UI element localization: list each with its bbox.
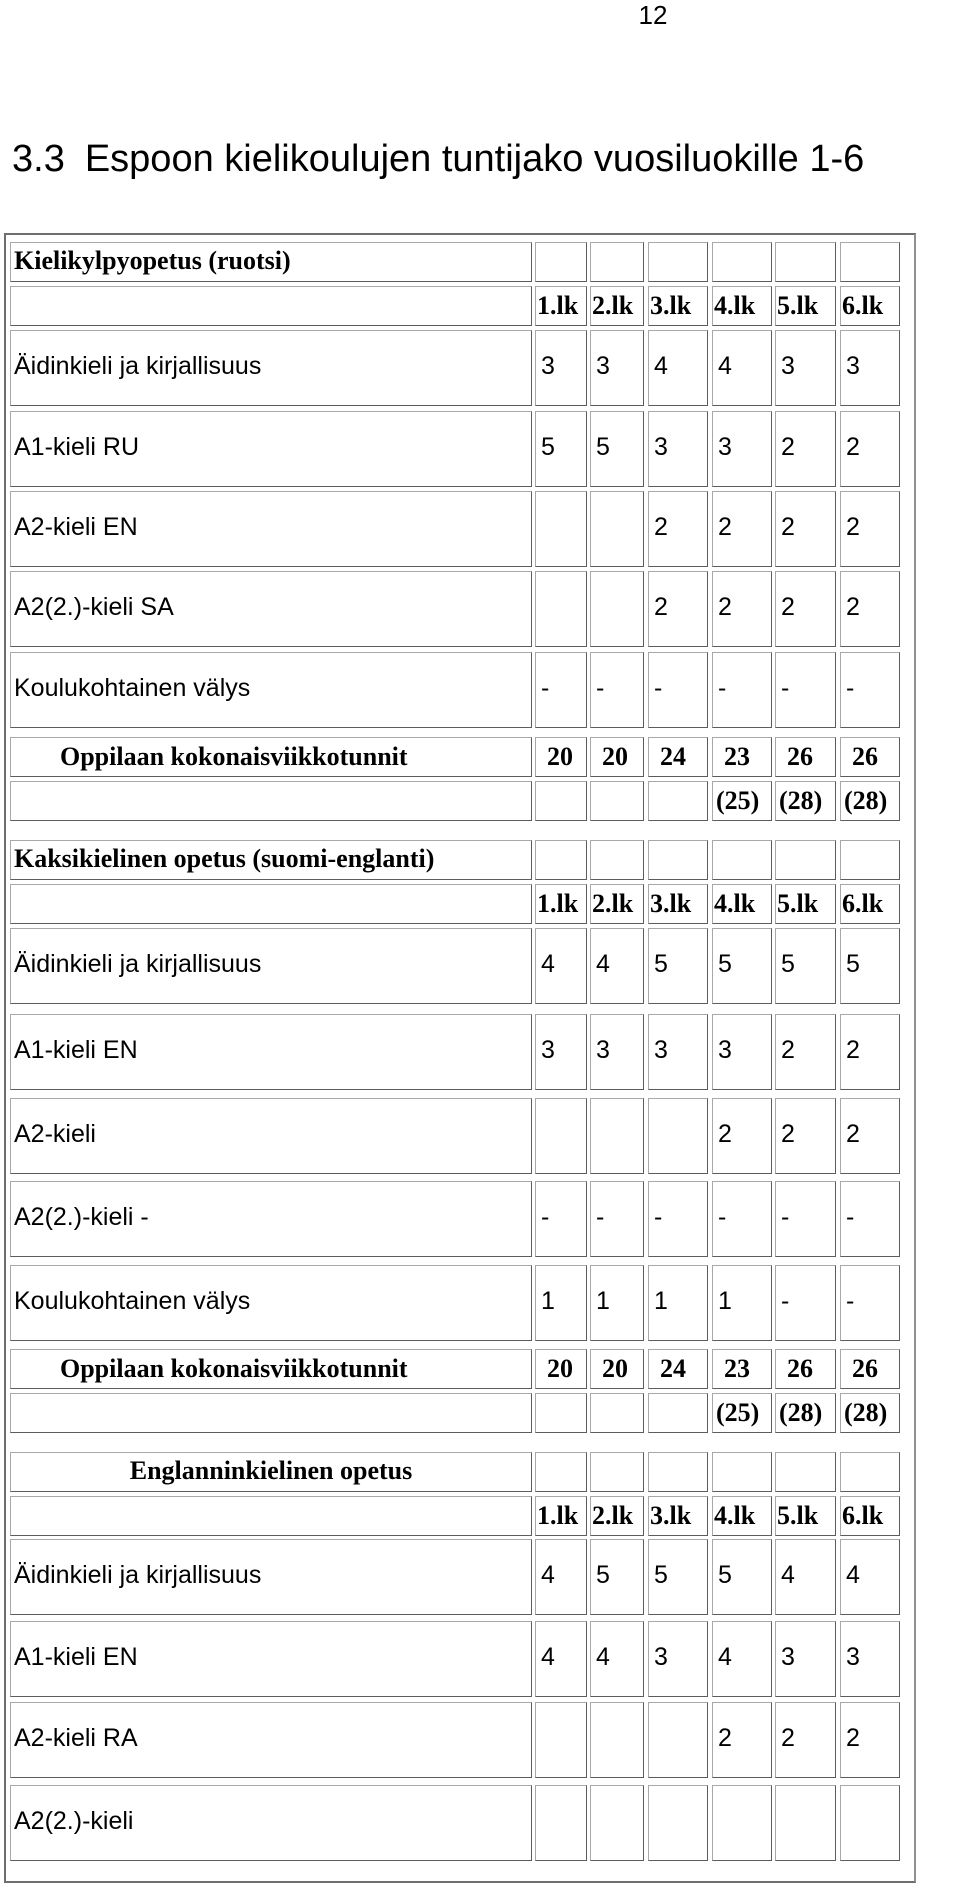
- hours-value: 3: [718, 1036, 732, 1064]
- hours-value: 2: [654, 513, 668, 541]
- empty-cell: [775, 242, 836, 282]
- total-alt-cell: [648, 1393, 708, 1433]
- total-value: 26: [787, 742, 813, 771]
- hours-cell: [648, 1702, 708, 1778]
- hours-value: 3: [654, 433, 668, 461]
- hours-value: 3: [541, 1036, 555, 1064]
- grade-header: 6.lk: [842, 889, 884, 918]
- total-value: 23: [724, 742, 750, 771]
- total-alt-cell: [535, 781, 587, 821]
- heading-number: 3.3: [12, 138, 65, 180]
- hours-cell: [648, 1098, 708, 1174]
- hours-value: -: [781, 674, 790, 702]
- grade-header: 5.lk: [777, 291, 819, 320]
- hours-value: 4: [718, 1643, 732, 1671]
- hours-cell: [775, 1785, 836, 1861]
- empty-cell: [648, 242, 708, 282]
- grade-header: 6.lk: [842, 1501, 884, 1530]
- hours-value: 2: [781, 1120, 795, 1148]
- hours-cell: [535, 1702, 587, 1778]
- grade-header: 5.lk: [777, 1501, 819, 1530]
- empty-cell: [840, 1452, 900, 1492]
- total-alt-cell: [648, 781, 708, 821]
- empty-cell: [840, 840, 900, 880]
- hours-value: 5: [596, 433, 610, 461]
- total-value: 20: [547, 1354, 573, 1383]
- hours-cell: [590, 1785, 644, 1861]
- hours-value: 3: [596, 352, 610, 380]
- hours-value: 3: [846, 1643, 860, 1671]
- hours-value: 5: [541, 433, 555, 461]
- hours-cell: [590, 491, 644, 567]
- hours-value: 5: [718, 1561, 732, 1589]
- hours-value: 2: [718, 593, 732, 621]
- total-alt-cell: [590, 1393, 644, 1433]
- hours-value: 2: [846, 1036, 860, 1064]
- hours-value: 5: [654, 950, 668, 978]
- total-value: 26: [852, 1354, 878, 1383]
- hours-value: 5: [654, 1561, 668, 1589]
- total-value: 24: [660, 742, 686, 771]
- hours-value: 1: [718, 1287, 732, 1315]
- grade-header: 2.lk: [592, 889, 634, 918]
- hours-value: 3: [654, 1643, 668, 1671]
- empty-cell: [712, 1452, 772, 1492]
- total-alt-value: (25): [716, 1398, 760, 1427]
- hours-cell: [535, 1785, 587, 1861]
- hours-value: 3: [541, 352, 555, 380]
- subject-label: Äidinkieli ja kirjallisuus: [14, 1561, 262, 1589]
- hours-value: 2: [654, 593, 668, 621]
- total-alt-value: (28): [779, 786, 823, 815]
- timetable-grid: [9, 238, 911, 1878]
- grade-header: 2.lk: [592, 1501, 634, 1530]
- empty-cell: [775, 1452, 836, 1492]
- total-alt-value: (28): [844, 786, 888, 815]
- subject-label: A2-kieli EN: [14, 513, 138, 541]
- section-title: Kielikylpyopetus (ruotsi): [14, 246, 291, 275]
- hours-value: 3: [596, 1036, 610, 1064]
- hours-cell: [535, 491, 587, 567]
- hours-value: 2: [718, 1724, 732, 1752]
- subject-label: A2(2.)-kieli: [14, 1807, 134, 1835]
- hours-cell: [590, 571, 644, 647]
- total-value: 23: [724, 1354, 750, 1383]
- section-heading: [12, 138, 864, 181]
- section-title: Englanninkielinen opetus: [129, 1456, 413, 1485]
- hours-value: -: [596, 1203, 605, 1231]
- hours-value: 2: [846, 433, 860, 461]
- page-number: 12: [638, 0, 668, 30]
- heading-title: Espoon kielikoulujen tuntijako vuosiluokille 1-6: [84, 138, 865, 180]
- hours-value: -: [654, 674, 663, 702]
- hours-value: 1: [596, 1287, 610, 1315]
- grade-header-label-cell: [10, 1496, 532, 1536]
- total-alt-cell: [535, 1393, 587, 1433]
- subject-label: Koulukohtainen välys: [14, 1287, 251, 1315]
- grade-header: 1.lk: [537, 1501, 579, 1530]
- hours-value: 4: [541, 1643, 555, 1671]
- empty-cell: [590, 840, 644, 880]
- hours-value: 3: [654, 1036, 668, 1064]
- hours-value: 4: [596, 1643, 610, 1671]
- hours-value: 2: [781, 593, 795, 621]
- subject-label: A1-kieli EN: [14, 1643, 138, 1671]
- empty-cell: [590, 242, 644, 282]
- grade-header: 3.lk: [650, 291, 692, 320]
- total-alt-label-cell: [10, 1393, 532, 1433]
- hours-value: -: [541, 1203, 550, 1231]
- total-alt-label-cell: [10, 781, 532, 821]
- total-value: 26: [787, 1354, 813, 1383]
- empty-cell: [648, 840, 708, 880]
- empty-cell: [648, 1452, 708, 1492]
- hours-value: -: [846, 1287, 855, 1315]
- empty-cell: [535, 840, 587, 880]
- hours-cell: [840, 1785, 900, 1861]
- empty-cell: [775, 840, 836, 880]
- total-alt-cell: [590, 781, 644, 821]
- hours-value: 3: [781, 1643, 795, 1671]
- grade-header: 6.lk: [842, 291, 884, 320]
- grade-header: 5.lk: [777, 889, 819, 918]
- total-value: 24: [660, 1354, 686, 1383]
- hours-value: -: [654, 1203, 663, 1231]
- hours-value: -: [541, 674, 550, 702]
- hours-value: -: [781, 1203, 790, 1231]
- hours-cell: [535, 1098, 587, 1174]
- subject-label: A2(2.)-kieli -: [14, 1203, 149, 1231]
- hours-value: 2: [781, 1724, 795, 1752]
- hours-cell: [712, 1785, 772, 1861]
- hours-value: 4: [596, 950, 610, 978]
- total-value: 20: [602, 1354, 628, 1383]
- hours-value: 3: [846, 352, 860, 380]
- total-alt-value: (28): [844, 1398, 888, 1427]
- hours-value: 5: [718, 950, 732, 978]
- subject-label: A1-kieli EN: [14, 1036, 138, 1064]
- subject-label: A1-kieli RU: [14, 433, 140, 461]
- grade-header: 4.lk: [714, 889, 756, 918]
- hours-value: -: [718, 674, 727, 702]
- hours-value: 1: [654, 1287, 668, 1315]
- empty-cell: [712, 840, 772, 880]
- hours-value: 5: [846, 950, 860, 978]
- grade-header: 1.lk: [537, 291, 579, 320]
- total-value: 20: [602, 742, 628, 771]
- hours-value: 3: [781, 352, 795, 380]
- grade-header: 4.lk: [714, 1501, 756, 1530]
- hours-value: 2: [846, 593, 860, 621]
- empty-cell: [535, 1452, 587, 1492]
- hours-value: -: [718, 1203, 727, 1231]
- timetable-table: [4, 233, 916, 1883]
- total-alt-value: (28): [779, 1398, 823, 1427]
- total-label: Oppilaan kokonaisviikkotunnit: [60, 742, 408, 771]
- hours-value: 1: [541, 1287, 555, 1315]
- empty-cell: [535, 242, 587, 282]
- hours-value: -: [846, 674, 855, 702]
- section-title: Kaksikielinen opetus (suomi-englanti): [14, 844, 435, 873]
- subject-label: A2-kieli RA: [14, 1724, 138, 1752]
- hours-value: 5: [781, 950, 795, 978]
- hours-value: 4: [846, 1561, 860, 1589]
- total-value: 26: [852, 742, 878, 771]
- subject-label: Äidinkieli ja kirjallisuus: [14, 950, 262, 978]
- total-value: 20: [547, 742, 573, 771]
- hours-value: 4: [718, 352, 732, 380]
- grade-header-label-cell: [10, 286, 532, 326]
- empty-cell: [712, 242, 772, 282]
- total-alt-value: (25): [716, 786, 760, 815]
- grade-header: 1.lk: [537, 889, 579, 918]
- hours-value: 2: [846, 1120, 860, 1148]
- hours-cell: [535, 571, 587, 647]
- hours-value: 2: [781, 433, 795, 461]
- grade-header: 2.lk: [592, 291, 634, 320]
- hours-value: 2: [781, 513, 795, 541]
- grade-header: 3.lk: [650, 889, 692, 918]
- hours-value: -: [781, 1287, 790, 1315]
- hours-value: 3: [718, 433, 732, 461]
- subject-label: Äidinkieli ja kirjallisuus: [14, 352, 262, 380]
- grade-header: 3.lk: [650, 1501, 692, 1530]
- hours-value: 2: [846, 1724, 860, 1752]
- hours-value: 4: [654, 352, 668, 380]
- hours-value: 2: [718, 513, 732, 541]
- subject-label: A2(2.)-kieli SA: [14, 593, 174, 621]
- hours-value: -: [596, 674, 605, 702]
- total-label: Oppilaan kokonaisviikkotunnit: [60, 1354, 408, 1383]
- empty-cell: [840, 242, 900, 282]
- hours-cell: [590, 1702, 644, 1778]
- hours-value: -: [846, 1203, 855, 1231]
- hours-cell: [648, 1785, 708, 1861]
- empty-cell: [590, 1452, 644, 1492]
- hours-value: 4: [541, 950, 555, 978]
- hours-value: 4: [541, 1561, 555, 1589]
- hours-cell: [590, 1098, 644, 1174]
- hours-value: 5: [596, 1561, 610, 1589]
- hours-value: 2: [718, 1120, 732, 1148]
- subject-label: Koulukohtainen välys: [14, 674, 251, 702]
- hours-value: 2: [781, 1036, 795, 1064]
- hours-value: 4: [781, 1561, 795, 1589]
- grade-header: 4.lk: [714, 291, 756, 320]
- subject-label: A2-kieli: [14, 1120, 96, 1148]
- hours-value: 2: [846, 513, 860, 541]
- grade-header-label-cell: [10, 884, 532, 924]
